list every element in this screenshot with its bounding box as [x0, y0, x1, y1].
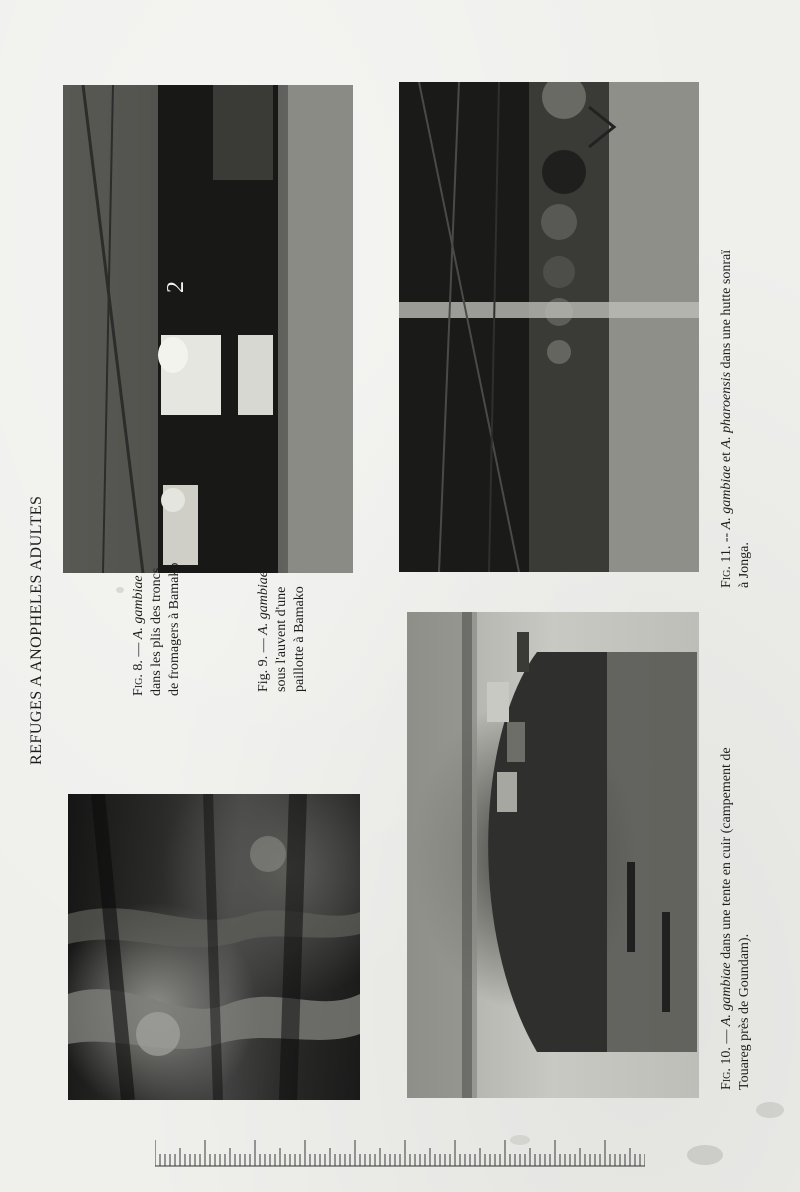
page-header: REFUGES A ANOPHELES ADULTES	[28, 495, 45, 765]
fig11-photo	[399, 82, 699, 572]
fig8-line3: de fromagers à Bamako	[167, 562, 182, 696]
fig9-label: Fig. 9.	[256, 655, 271, 692]
fig11-rest: dans une hutte sonraï	[719, 249, 734, 372]
fig9-line2: sous l'auvent d'une	[274, 586, 289, 692]
scale-ruler	[155, 1138, 645, 1168]
fig10-caption	[718, 747, 754, 1090]
fig8-number-label: 2	[163, 281, 189, 293]
fig9-photo	[63, 85, 353, 573]
fig10-label: Fig. 10.	[719, 1047, 734, 1090]
fig10-dash: —	[719, 1026, 734, 1048]
fig8-caption	[130, 563, 184, 696]
fig11-dash: --	[719, 529, 734, 546]
fig11-and: et	[719, 448, 734, 466]
fig8-line2: dans les plis des troncs	[149, 567, 164, 696]
fig11-caption	[718, 250, 754, 588]
fig8-label: Fig. 8.	[131, 660, 146, 696]
fig8-dash: —	[131, 639, 146, 661]
fig9-dash: —	[256, 634, 271, 656]
fig11-species1: A. gambiae	[719, 465, 734, 530]
fig11-line2: à Jonga.	[737, 542, 752, 588]
fig8-photo	[68, 794, 360, 1100]
fig9-caption	[255, 571, 309, 692]
fig10-line2: Touareg près de Goundam).	[737, 933, 752, 1090]
fig11-label: Fig. 11.	[719, 545, 734, 588]
fig10-species: A. gambiae	[719, 962, 734, 1027]
fig9-line3: paillotte à Bamako	[292, 586, 307, 692]
fig8-species: A. gambiae	[131, 575, 146, 640]
fig10-photo	[407, 612, 699, 1098]
fig10-rest: dans une tente en cuir (campement de	[719, 747, 734, 963]
fig9-species: A. gambiae	[256, 571, 271, 635]
fig11-species2: A. pharoensis	[719, 371, 734, 449]
